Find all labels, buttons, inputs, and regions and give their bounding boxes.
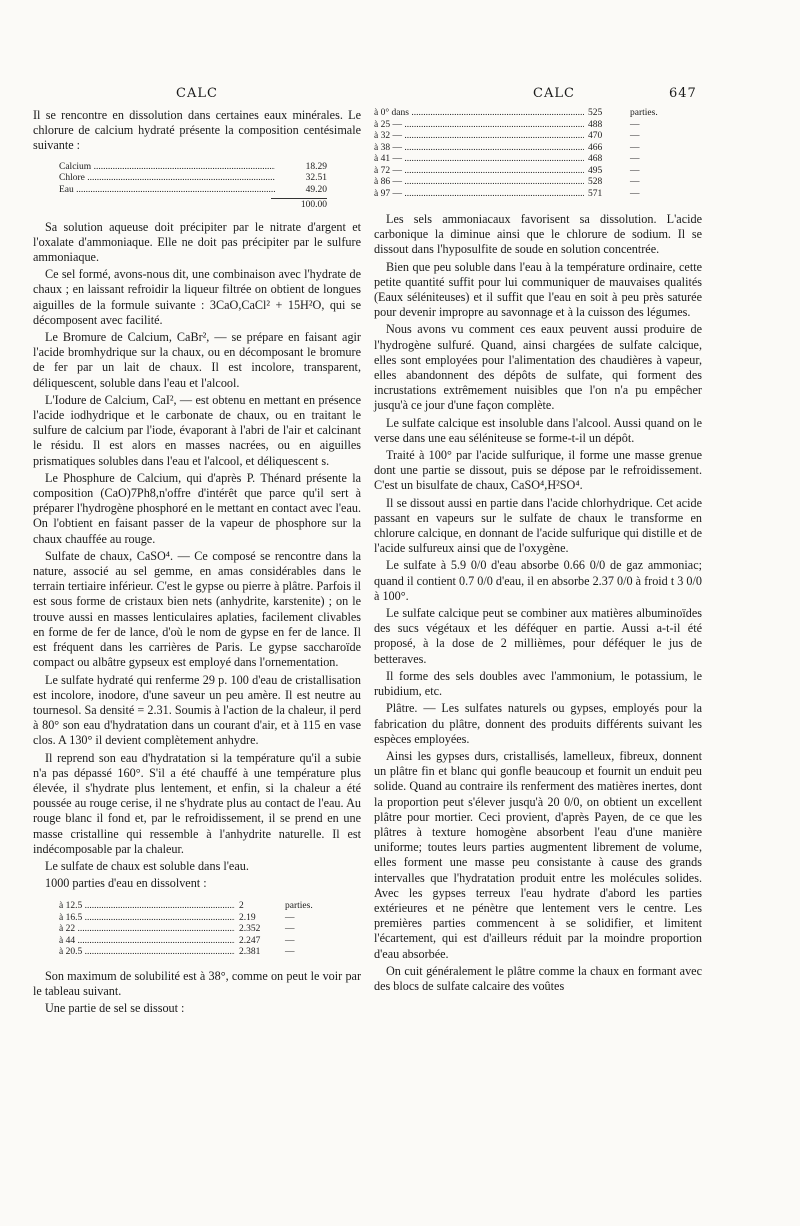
left-column — [33, 108, 361, 1018]
row-unit: parties. — [285, 901, 313, 912]
table-row — [59, 936, 329, 948]
row-unit: — — [630, 165, 640, 176]
row-value: 470 — [588, 131, 603, 141]
row-unit: — — [630, 188, 640, 199]
row-value: 2.247 — [239, 935, 261, 946]
row-label: à 97 — ..... — [374, 189, 584, 201]
composition-total: 100.00 — [271, 198, 327, 212]
table-row — [374, 166, 674, 178]
row-value: 32.51 — [305, 173, 327, 184]
row-label: à 12.5 ..... — [59, 901, 235, 913]
solubility-table-2 — [374, 108, 674, 200]
table-row — [374, 120, 674, 132]
paragraph: Il se rencontre en dissolution dans certaines eaux minérales. Le chlorure de calcium hydraté présente la composition centésimale suivante : — [33, 108, 361, 153]
row-label: à 25 — ..... — [374, 120, 584, 132]
table-row — [374, 143, 674, 155]
paragraph: Le sulfate calcique peut se combiner aux matières albuminoïdes des sucs végétaux et les déféquer en partie. Aussi a-t-il été proposé, à la dose de 2 millièmes, pour déféquer le jus de betteraves. — [374, 606, 702, 666]
table-row — [59, 901, 329, 913]
table-row — [59, 162, 327, 174]
row-value: 18.29 — [305, 161, 327, 172]
row-label: à 22 ..... — [59, 924, 235, 936]
paragraph: Plâtre. — Les sulfates naturels ou gypses, employés pour la fabrication du plâtre, donnent des produits différents suivant les espèces employées. — [374, 701, 702, 746]
page-number: 647 — [669, 86, 697, 101]
running-header-left: CALC — [176, 86, 218, 101]
row-value: 2.19 — [239, 912, 256, 923]
table-row — [374, 154, 674, 166]
table-row — [374, 131, 674, 143]
row-label: à 86 — ..... — [374, 177, 584, 189]
table-row — [59, 185, 327, 197]
table-row — [59, 173, 327, 185]
row-value: 495 — [588, 165, 603, 176]
paragraph: Le sulfate de chaux est soluble dans l'eau. — [45, 858, 249, 873]
paragraph: Le sulfate calcique est insoluble dans l'alcool. Aussi quand on le verse dans une eau séléniteuse se forme-t-il un dépôt. — [374, 415, 702, 445]
table-row — [374, 189, 674, 201]
row-value: 49.20 — [305, 184, 327, 195]
table-row — [374, 108, 674, 120]
paragraph: Le Phosphure de Calcium, qui d'après P. Thénard présente la composition (CaO)7Ph8,n'offre d'intérêt que parce qu'il sert à préparer l'hydrogène phosphoré en le mettant en contact avec l'eau. On l'obtient en faisant passer de la vapeur de phosphore sur la chaux chauffée au rouge. — [33, 470, 361, 546]
row-value: 2 — [239, 901, 244, 912]
row-label: Eau ..... — [59, 185, 275, 197]
paragraph: Ce sel formé, avons-nous dit, une combinaison avec l'hydrate de chaux ; en laissant refroidir la liqueur filtrée on obtient de longues aiguilles de la formule suivante : 3CaO,CaCl² + 15H²O, qui se décomposent avec facilité. — [33, 267, 361, 327]
paragraph: Bien que peu soluble dans l'eau à la température ordinaire, cette petite quantité suffit pour lui communiquer de mauvaises qualités (Eaux séléniteuses) et il suffit que l'eau en soit à peu près saturée pour devenir impropre au savonnage et à la cuisson des légumes. — [374, 259, 702, 320]
row-value: 488 — [588, 119, 603, 130]
paragraph: Sulfate de chaux, CaSO⁴. — Ce composé se rencontre dans la nature, associé au sel gemme, en amas considérables dans le terrain tertiaire inférieur. C'est le gypse ou pierre à plâtre. Parfois il est sous forme de cristaux bien nets (anhydrite, karstenite) ; on le trouve aussi en masses lenticulaires aplaties, facilement clivables en forme de fer de lance, d'où le nom de gypse en fer de lance. Il est fréquent dans les carrières de Paris. Le gypse saccharoïde compact ou albâtre gypseux est employé dans l'ornementation. — [33, 548, 361, 670]
row-label: à 16.5 ..... — [59, 913, 235, 925]
row-value: 2.381 — [239, 947, 261, 958]
paragraph: Les sels ammoniacaux favorisent sa dissolution. L'acide carbonique la diminue ainsi que le chlorure de sodium. Il se dissout dans l'hyposulfite de soude en solution concentrée. — [374, 212, 702, 257]
row-label: Calcium ..... — [59, 162, 275, 174]
table-row — [59, 913, 329, 925]
paragraph: Son maximum de solubilité est à 38°, comme on peut le voir par le tableau suivant. — [33, 968, 361, 999]
paragraph: Ainsi les gypses durs, cristallisés, lamelleux, fibreux, donnent un plâtre fin et blanc qui gonfle beaucoup et fournit un enduit peu solide. Quand au contraire ils renferment des matières inertes, dont la proportion peut s'élever jusqu'à 20 0/0, on obtient un excellent plâtre pour mortier. Ceci provient, d'après Payen, de ce que les plâtres à texture homogène absorbent l'eau d'une manière uniforme; toutes leurs parties augmentent librement de volume, elles forment une masse peu consistante à cause des grands intervalles que l'hydratation produit entre les molécules solides. Avec les gypses terreux l'eau hydrate d'abord les parties extérieures et ne pénètre que lentement vers le centre. Les premières parties commencent à se solidifier, et limitent l'écartement, qui est d'ailleurs réduit par la moindre proportion d'eau absorbée. — [374, 748, 702, 961]
row-unit: — — [285, 912, 295, 923]
row-value: 466 — [588, 142, 603, 153]
row-unit: — — [630, 177, 640, 187]
paragraph: Le sulfate hydraté qui renferme 29 p. 100 d'eau de cristallisation est incolore, inodore, d'une saveur un peu amère. Il est neutre au tournesol. Sa densité = 2.31. Soumis à l'action de la chaleur, il perd à 80° son eau d'hydratation dans un courant d'air, et à 115 en vase clos. A 130° il devient complètement anhydre. — [33, 672, 361, 748]
row-unit: — — [630, 119, 640, 130]
row-label: à 20.5 ..... — [59, 947, 235, 959]
row-unit: — — [630, 142, 640, 153]
table-row — [374, 177, 674, 189]
paragraph: Le sulfate à 5.9 0/0 d'eau absorbe 0.66 0/0 de gaz ammoniac; quand il contient 0.7 0/0 d'eau, il en absorbe 2.37 0/0 à froid t 3 0/0 à 100°. — [374, 558, 702, 603]
paragraph: L'Iodure de Calcium, CaI², — est obtenu en mettant en présence l'acide iodhydrique et le carbonate de chaux, ou en traitant le sulfure de calcium par l'iode, évaporant à l'abri de l'air et calcinant le résidu. Il est alors en masses nacrées, ou en aiguilles prismatiques solubles dans l'eau et l'alcool, et déliquescent s. — [33, 392, 361, 468]
row-label: Chlore ..... — [59, 173, 275, 185]
composition-table — [59, 162, 327, 212]
table-row — [59, 924, 329, 936]
paragraph: 1000 parties d'eau en dissolvent : — [45, 876, 207, 891]
row-value: 571 — [588, 188, 603, 199]
row-value: 2.352 — [239, 924, 261, 935]
row-unit: — — [285, 935, 295, 946]
row-label: à 44 ..... — [59, 936, 235, 948]
paragraph: Traité à 100° par l'acide sulfurique, il forme une masse grenue dont une partie se dissout, puis se dépose par le refroidissement. C'est un bisulfate de chaux, CaSO⁴,H²SO⁴. — [374, 448, 702, 493]
paragraph: Sa solution aqueuse doit précipiter par le nitrate d'argent et l'oxalate d'ammoniaque. Elle ne doit pas précipiter par le sulfure ammoniaque. — [33, 219, 361, 265]
row-unit: — — [630, 131, 640, 141]
row-unit: parties. — [630, 108, 658, 118]
row-label: à 41 — ..... — [374, 154, 584, 166]
paragraph: Il se dissout aussi en partie dans l'acide chlorhydrique. Cet acide passant en vapeurs sur le sulfate de chaux le transforme en chlorure calcique, en donnant de l'acide sulfurique qui distille et de l'acide sulfureux ainsi que de l'oxygène. — [374, 495, 702, 556]
row-value: 525 — [588, 108, 603, 118]
row-label: à 38 — ..... — [374, 143, 584, 155]
solubility-table — [59, 901, 329, 959]
table-row — [59, 947, 329, 959]
row-value: 468 — [588, 154, 603, 164]
paragraph: Il forme des sels doubles avec l'ammonium, le potassium, le rubidium, etc. — [374, 668, 702, 699]
row-value: 528 — [588, 177, 603, 187]
paragraph: On cuit généralement le plâtre comme la chaux en formant avec des blocs de sulfate calcaire des voûtes — [374, 963, 702, 993]
paragraph: Il reprend son eau d'hydratation si la température qu'il a subie n'a pas dépassé 160°. S'il a été chauffé à une température plus élevée, il s'hydrate plus lentement, et enfin, si la chaleur a été poussée au rouge cerise, il ne s'hydrate plus au contact de l'eau. Au rouge blanc il fond et, par le refroidissement, il se prend en une masse cristalline qui ressemble à l'anhydrite naturelle. Il est indécomposable par la chaleur. — [33, 750, 361, 856]
row-unit: — — [630, 154, 640, 164]
row-unit: — — [285, 924, 295, 935]
row-unit: — — [285, 947, 295, 958]
paragraph: Une partie de sel se dissout : — [45, 1001, 185, 1016]
row-label: à 0° dans ..... — [374, 108, 584, 120]
running-header-center: CALC — [533, 86, 575, 101]
paragraph: Nous avons vu comment ces eaux peuvent aussi produire de l'hydrogène sulfuré. Quand, ainsi chargées de sulfate calcique, elles sont employées pour l'alimentation des chaudières à vapeur, elles abandonnent des dépôts de sulfate, qui forment des incrustations extrêmement nuisibles que l'on n'a pu empêcher jusqu'à ce jour d'une façon complète. — [374, 322, 702, 413]
row-label: à 72 — ..... — [374, 166, 584, 178]
row-label: à 32 — ..... — [374, 131, 584, 143]
right-column — [374, 108, 702, 996]
paragraph: Le Bromure de Calcium, CaBr², — se prépare en faisant agir l'acide bromhydrique sur la chaux, ou en décomposant le bromure de fer par un lait de chaux. Il est incolore, transparent, déliquescent, soluble dans l'eau et l'alcool. — [33, 330, 361, 390]
